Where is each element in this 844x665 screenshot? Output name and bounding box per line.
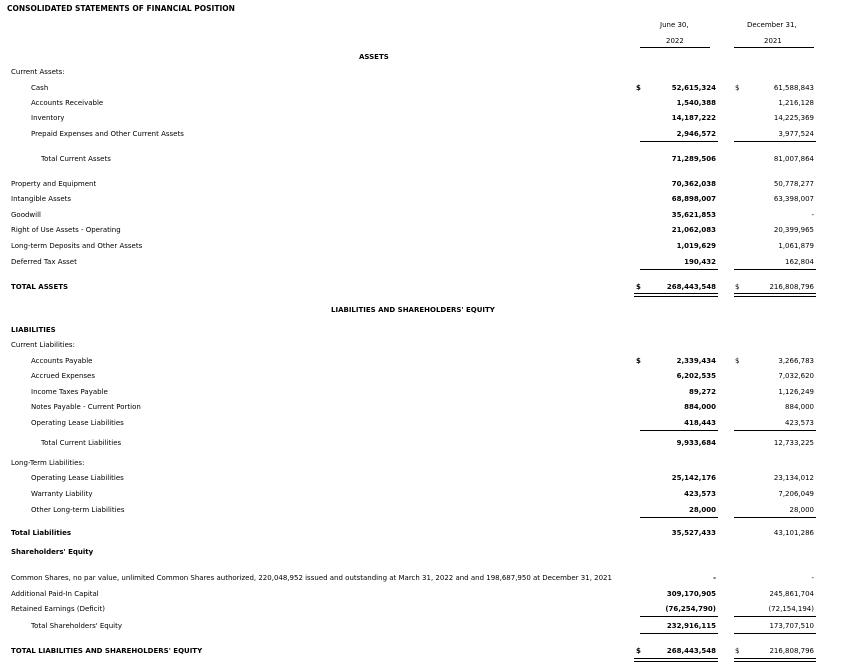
row-label: TOTAL ASSETS: [11, 283, 69, 291]
row-label: Total Shareholders' Equity: [31, 622, 122, 630]
total-double-underline: [634, 658, 718, 662]
row-label: Total Current Assets: [41, 155, 111, 163]
col1-header-year: 2022: [666, 37, 684, 45]
value-2021: -: [811, 574, 814, 582]
row-label: Intangible Assets: [11, 195, 72, 203]
value-2022: 1,540,388: [676, 99, 716, 107]
value-2021: 7,032,620: [778, 372, 814, 380]
value-2022: 28,000: [688, 506, 716, 514]
subtotal-underline: [640, 616, 718, 617]
row-label: Total Liabilities: [11, 529, 72, 537]
row-label: Prepaid Expenses and Other Current Assets: [31, 130, 184, 138]
currency-symbol: $: [636, 84, 641, 92]
subtotal-underline: [640, 517, 718, 518]
col2-header-year: 2021: [764, 37, 782, 45]
row-label: TOTAL LIABILITIES AND SHAREHOLDERS' EQUITY: [11, 647, 203, 655]
total-double-underline: [734, 658, 816, 662]
currency-symbol: $: [735, 357, 740, 365]
total-double-underline: [634, 293, 718, 297]
subtotal-underline: [640, 141, 718, 142]
row-label: Deferred Tax Asset: [11, 258, 77, 266]
value-2021: 81,007,864: [773, 155, 814, 163]
col1-header-date: June 30,: [660, 21, 689, 29]
row-label: Goodwill: [11, 211, 41, 219]
col2-header-underline: [734, 47, 814, 48]
currency-symbol: $: [735, 283, 740, 291]
currency-symbol: $: [735, 647, 740, 655]
value-2022: 232,916,115: [666, 622, 716, 630]
row-label: Long-Term Liabilities:: [11, 459, 85, 467]
row-label: Inventory: [31, 114, 65, 122]
value-2022: 89,272: [688, 388, 716, 396]
row-label: Total Current Liabilities: [41, 439, 122, 447]
row-label: Other Long-term Liabilities: [31, 506, 125, 514]
col2-header-date: December 31,: [747, 21, 797, 29]
value-2022: -: [713, 574, 716, 582]
value-2022: 6,202,535: [676, 372, 716, 380]
col1-header-underline: [640, 47, 710, 48]
value-2021: 12,733,225: [773, 439, 814, 447]
currency-symbol: $: [636, 357, 641, 365]
statement-title: CONSOLIDATED STATEMENTS OF FINANCIAL POSITION: [7, 4, 235, 13]
subtotal-underline: [640, 269, 718, 270]
subtotal-underline: [734, 517, 816, 518]
value-2022: 190,432: [684, 258, 716, 266]
value-2021: 23,134,012: [773, 474, 814, 482]
value-2021: 28,000: [789, 506, 814, 514]
value-2021: 3,266,783: [778, 357, 814, 365]
subtotal-underline: [734, 633, 816, 634]
row-label: Property and Equipment: [11, 180, 97, 188]
subtotal-underline: [734, 141, 816, 142]
value-2022: 418,443: [684, 419, 716, 427]
subtotal-underline: [640, 633, 718, 634]
value-2022: 309,170,905: [666, 590, 716, 598]
value-2021: (72,154,194): [768, 605, 814, 613]
subtotal-underline: [734, 430, 816, 431]
row-label: Operating Lease Liabilities: [31, 419, 124, 427]
row-label: Shareholders' Equity: [11, 548, 94, 556]
row-label: Retained Earnings (Deficit): [11, 605, 105, 613]
row-label: Current Assets:: [11, 68, 65, 76]
value-2022: 2,946,572: [676, 130, 716, 138]
value-2022: 21,062,083: [671, 226, 716, 234]
value-2021: 7,206,049: [778, 490, 814, 498]
row-label: LIABILITIES: [11, 326, 56, 334]
currency-symbol: $: [636, 283, 641, 291]
total-double-underline: [734, 293, 816, 297]
row-label: Accounts Receivable: [31, 99, 104, 107]
value-2022: 52,615,324: [671, 84, 716, 92]
value-2022: 884,000: [684, 403, 716, 411]
value-2022: 35,527,433: [671, 529, 716, 537]
row-label: Current Liabilities:: [11, 341, 75, 349]
value-2021: 216,808,796: [769, 283, 814, 291]
value-2021: 1,061,879: [778, 242, 814, 250]
value-2021: 63,398,007: [773, 195, 814, 203]
row-label: Accrued Expenses: [31, 372, 96, 380]
value-2022: 25,142,176: [671, 474, 716, 482]
subtotal-underline: [734, 269, 816, 270]
value-2021: 216,808,796: [769, 647, 814, 655]
value-2021: 43,101,286: [773, 529, 814, 537]
row-label: Right of Use Assets - Operating: [11, 226, 121, 234]
row-label: Notes Payable - Current Portion: [31, 403, 141, 411]
row-label: Common Shares, no par value, unlimited Common Shares authorized, 220,048,952 issued and outstanding at March 31, 2022 and and 198,687,950 at December 31, 2021: [11, 574, 612, 582]
currency-symbol: $: [735, 84, 740, 92]
value-2021: 3,977,524: [778, 130, 814, 138]
value-2022: 2,339,434: [676, 357, 716, 365]
row-label: Cash: [31, 84, 49, 92]
value-2022: 71,289,506: [671, 155, 716, 163]
value-2021: 61,588,843: [773, 84, 814, 92]
value-2021: -: [811, 211, 814, 219]
value-2021: 884,000: [785, 403, 814, 411]
subtotal-underline: [734, 616, 816, 617]
subtotal-underline: [640, 430, 718, 431]
value-2021: 1,216,128: [778, 99, 814, 107]
value-2022: 268,443,548: [666, 647, 716, 655]
row-label: Warranty Liability: [31, 490, 93, 498]
value-2021: 162,804: [785, 258, 814, 266]
value-2021: 1,126,249: [778, 388, 814, 396]
row-label: Accounts Payable: [31, 357, 93, 365]
row-label: Long-term Deposits and Other Assets: [11, 242, 143, 250]
value-2022: (76,254,790): [665, 605, 716, 613]
value-2021: 173,707,510: [769, 622, 814, 630]
value-2021: 245,861,704: [769, 590, 814, 598]
row-label: Additional Paid-In Capital: [11, 590, 99, 598]
value-2021: 423,573: [785, 419, 814, 427]
section-liabilities-heading: LIABILITIES AND SHAREHOLDERS' EQUITY: [331, 306, 495, 314]
row-label: Income Taxes Payable: [31, 388, 108, 396]
value-2022: 35,621,853: [671, 211, 716, 219]
value-2022: 9,933,684: [676, 439, 716, 447]
value-2021: 50,778,277: [773, 180, 814, 188]
value-2021: 20,399,965: [773, 226, 814, 234]
value-2022: 68,898,007: [671, 195, 716, 203]
value-2022: 1,019,629: [676, 242, 716, 250]
currency-symbol: $: [636, 647, 641, 655]
section-assets-heading: ASSETS: [359, 53, 389, 61]
value-2022: 14,187,222: [671, 114, 716, 122]
value-2022: 70,362,038: [671, 180, 716, 188]
value-2022: 423,573: [684, 490, 716, 498]
value-2022: 268,443,548: [666, 283, 716, 291]
value-2021: 14,225,369: [773, 114, 814, 122]
row-label: Operating Lease Liabilities: [31, 474, 124, 482]
